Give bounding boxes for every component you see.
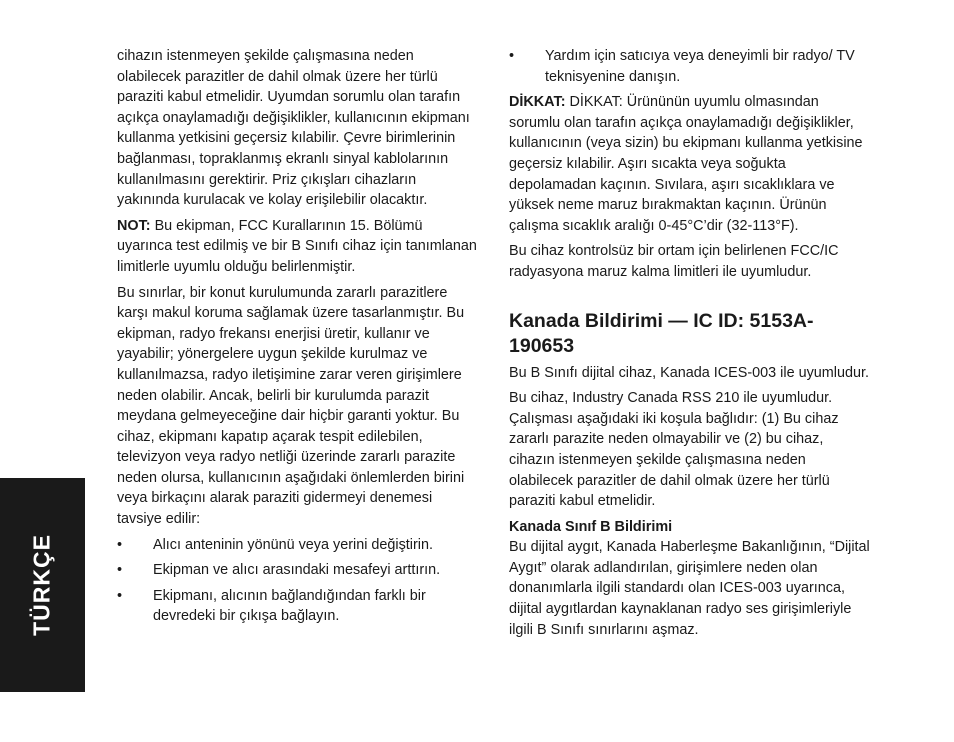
paragraph-rf-exposure: Bu cihaz kontrolsüz bir ortam için belirlenen FCC/IC radyasyona maruz kalma limitleri ile uyumludur. — [509, 243, 839, 280]
bullet-dot: • — [117, 562, 123, 579]
paragraph-interference-acceptance: cihazın istenmeyen şekilde çalışmasına neden olabilecek parazitler de dahil olmak üzere her türlü paraziti kabul etmelidir. Uyumdan sorumlu olan tarafın açıkça onaylamadığı değişiklikler, kullanıcının ekipmanı kullanma yetkisini geçersiz kılabilir. Çevre birimlerinin bağlanması, topraklanmış ekranlı sinyal kablolarının kullanılmasını gerektirir. Priz çıkışları cihazların yakınında kurulacak ve kolay erişilebilir olacaktır. — [117, 48, 470, 209]
list-item: • Ekipman ve alıcı arasındaki mesafeyi arttırın. — [117, 560, 479, 581]
note-label: NOT: — [117, 217, 151, 234]
paragraph-rss: Bu cihaz, Industry Canada RSS 210 ile uyumludur. Çalışması aşağıdaki iki koşula bağlıdır: (1) Bu cihaz zararlı parazite neden olmayabilir ve (2) bu cihaz, cihazın istenmeyen şekilde çalışmasına neden olabilecek parazitler de dahil olmak üzere her türlü paraziti kabul etmelidir. — [509, 390, 839, 510]
subheading-class-b: Kanada Sınıf B Bildirimi — [509, 518, 673, 535]
caution-text: DİKKAT: Ürününün uyumlu olmasından sorumlu olan tarafın açıkça onaylamadığı değişiklikler, kullanıcının (veya sizin) bu ekipmanı kullanma yetkisine geçersiz kılabilir. Aşırı sıcakta veya soğukta depolamadan kaçının. Sıvılara, aşırı sıcaklıklara ve yüksek neme maruz bırakmaktan kaçının. Ürünün çalışma sıcaklık aralığı 0-45°C’dir (32-113°F). — [509, 94, 863, 234]
paragraph-limits: Bu sınırlar, bir konut kurulumunda zararlı parazitlere karşı makul koruma sağlamak üzere tasarlanmıştır. Bu ekipman, radyo frekansı enerjisi üretir, kullanır ve yayabilir; yönergelere uygun şekilde kurulmaz ve kullanılmazsa, radyo iletişimine zarar veren girişimlere neden olabilir. Ancak, belirli bir kurulumda parazit meydana gelmeyeceğine dair hiçbir garanti yoktur. Bu cihaz, ekipmanı kapatıp açarak tespit edilebilen, televizyon veya radyo netliği üzerinde zararlı parazite neden olursa, kullanıcının aşağıdaki önlemlerden birini veya birkaçını alarak paraziti gidermeyi denemesi tavsiye edilir: — [117, 284, 465, 528]
left-column — [117, 46, 479, 632]
caution-label: DİKKAT: — [509, 94, 566, 111]
right-column — [509, 46, 871, 645]
language-tab-label: TÜRKÇE — [28, 534, 55, 636]
paragraph-caution — [509, 92, 871, 236]
section-heading-canada: Kanada Bildirimi — IC ID: 5153A-190653 — [509, 309, 814, 357]
bullet-dot: • — [509, 48, 515, 64]
list-item: • Alıcı anteninin yönünü veya yerini değiştirin. — [117, 535, 479, 556]
paragraph-ices: Bu B Sınıfı dijital cihaz, Kanada ICES-003 ile uyumludur. — [509, 364, 869, 381]
bullet-dot: • — [117, 536, 123, 553]
measures-list-continued — [509, 46, 871, 87]
list-item: • Yardım için satıcıya veya deneyimli bir radyo/ TV teknisyenine danışın. — [509, 48, 855, 85]
list-item: • Ekipmanı, alıcının bağlandığından farklı bir devredeki bir çıkışa bağlayın. — [117, 587, 426, 625]
note-text: Bu ekipman, FCC Kurallarının 15. Bölümü uyarınca test edilmiş ve bir B Sınıfı cihaz için tanımlanan limitlerle uyumlu olduğu belirlenmiştir. — [117, 217, 477, 275]
paragraph-class-b: Bu dijital aygıt, Kanada Haberleşme Bakanlığının, “Dijital Aygıt” olarak adlandırılan, girişimlere neden olan donanımlarla ilgili standardı olan ICES-003 uyarınca, dijital aygıtlardan kaynaklanan radyo ses girişimleriyle ilgili B Sınıfı sınırlarını aşmaz. — [509, 539, 870, 638]
measures-list — [117, 535, 479, 627]
paragraph-note — [117, 216, 479, 278]
bullet-dot: • — [117, 587, 123, 604]
